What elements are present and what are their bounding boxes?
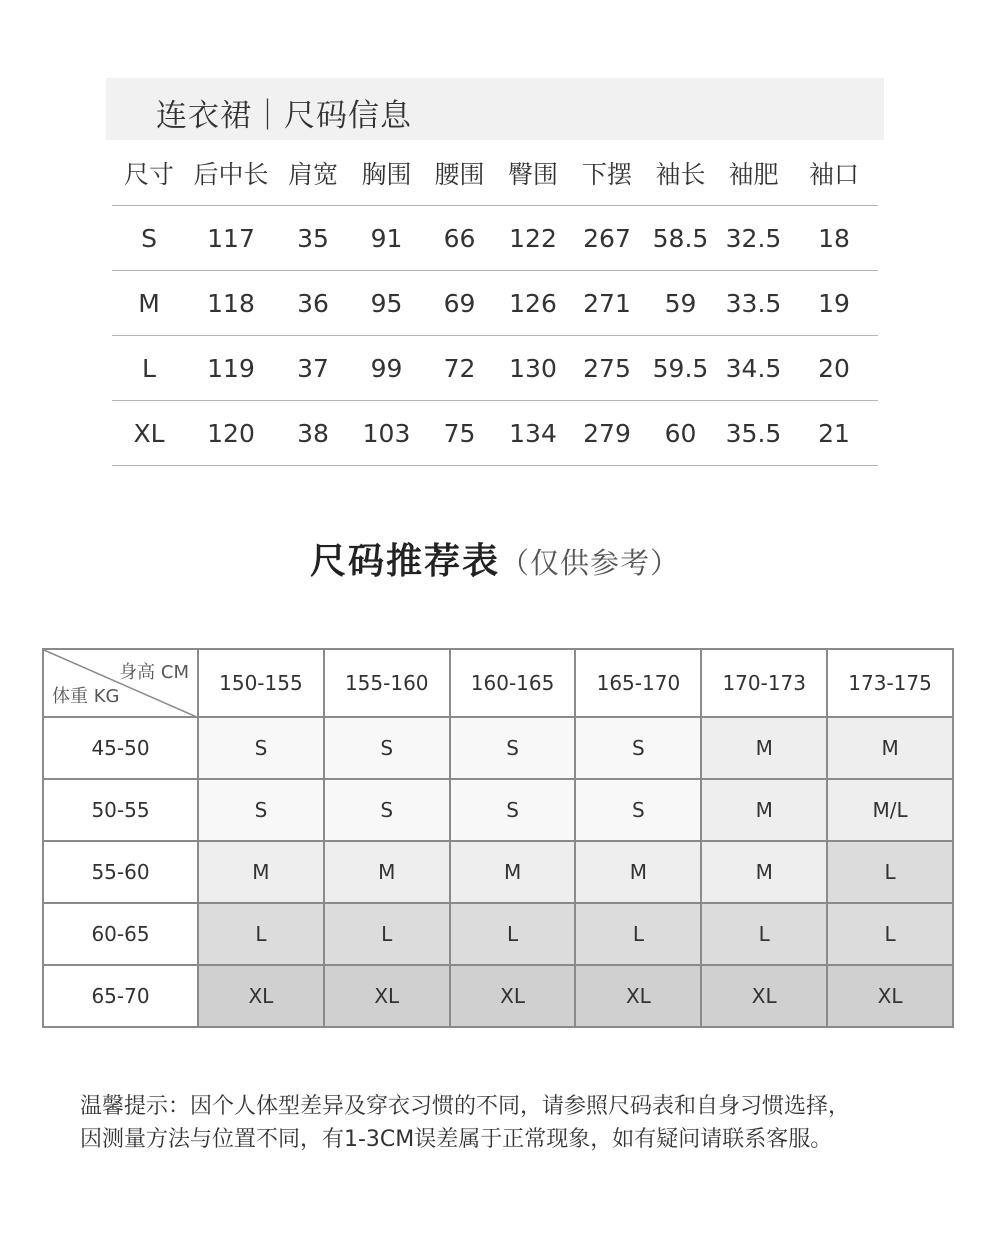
recommended-size-cell: M — [324, 841, 450, 903]
measure-row — [112, 401, 878, 466]
height-range-header: 150-155 — [198, 649, 324, 717]
measure-value-cell: 134 — [496, 401, 570, 466]
recommend-row — [43, 841, 953, 903]
recommended-size-cell: L — [198, 903, 324, 965]
measure-header-cell: 尺寸 — [112, 140, 186, 206]
measure-row — [112, 271, 878, 336]
measure-value-cell: 267 — [570, 206, 644, 271]
measure-size-cell: S — [112, 206, 186, 271]
measure-value-cell: 60 — [644, 401, 717, 466]
size-chart-title: 连衣裙｜尺码信息 — [156, 98, 412, 134]
tip-line-1: 温馨提示：因个人体型差异及穿衣习惯的不同，请参照尺码表和自身习惯选择， — [80, 1094, 851, 1119]
measure-header-cell: 袖长 — [644, 140, 717, 206]
recommended-size-cell: L — [450, 903, 576, 965]
measure-header-cell: 袖口 — [790, 140, 878, 206]
recommended-size-cell: M — [701, 841, 827, 903]
recommended-size-cell: L — [701, 903, 827, 965]
recommended-size-cell: L — [324, 903, 450, 965]
recommend-header-row — [43, 649, 953, 717]
measure-size-cell: M — [112, 271, 186, 336]
measure-value-cell: 91 — [350, 206, 423, 271]
recommended-size-cell: M/L — [827, 779, 953, 841]
measure-value-cell: 271 — [570, 271, 644, 336]
size-measurement-table — [112, 140, 878, 466]
measure-value-cell: 72 — [423, 336, 496, 401]
recommend-row — [43, 903, 953, 965]
recommended-size-cell: M — [575, 841, 701, 903]
recommended-size-cell: M — [701, 717, 827, 779]
size-chart-title-bar — [106, 78, 884, 140]
measure-row — [112, 336, 878, 401]
measure-value-cell: 19 — [790, 271, 878, 336]
height-range-header: 173-175 — [827, 649, 953, 717]
recommend-title-block — [0, 533, 990, 584]
recommended-size-cell: L — [827, 841, 953, 903]
measure-value-cell: 59 — [644, 271, 717, 336]
tip-text — [80, 1090, 850, 1156]
recommended-size-cell: XL — [450, 965, 576, 1027]
measure-value-cell: 126 — [496, 271, 570, 336]
measure-size-cell: L — [112, 336, 186, 401]
recommended-size-cell: M — [701, 779, 827, 841]
measure-value-cell: 20 — [790, 336, 878, 401]
measure-value-cell: 122 — [496, 206, 570, 271]
weight-range-cell: 55-60 — [43, 841, 198, 903]
measure-value-cell: 120 — [186, 401, 276, 466]
measure-value-cell: 99 — [350, 336, 423, 401]
measure-value-cell: 117 — [186, 206, 276, 271]
recommended-size-cell: XL — [324, 965, 450, 1027]
measure-value-cell: 279 — [570, 401, 644, 466]
recommended-size-cell: S — [450, 717, 576, 779]
recommended-size-cell: S — [450, 779, 576, 841]
measure-header-cell: 腰围 — [423, 140, 496, 206]
measure-value-cell: 18 — [790, 206, 878, 271]
recommended-size-cell: M — [198, 841, 324, 903]
measure-header-cell: 袖肥 — [717, 140, 790, 206]
measure-header-cell: 胸围 — [350, 140, 423, 206]
measure-value-cell: 59.5 — [644, 336, 717, 401]
recommended-size-cell: S — [575, 717, 701, 779]
recommended-size-cell: M — [827, 717, 953, 779]
corner-height-label: 身高 CM — [119, 662, 189, 683]
measure-value-cell: 103 — [350, 401, 423, 466]
recommended-size-cell: L — [575, 903, 701, 965]
measure-value-cell: 35 — [276, 206, 350, 271]
measure-value-cell: 75 — [423, 401, 496, 466]
measure-size-cell: XL — [112, 401, 186, 466]
measure-value-cell: 35.5 — [717, 401, 790, 466]
recommended-size-cell: S — [324, 779, 450, 841]
measure-header-cell: 后中长 — [186, 140, 276, 206]
height-range-header: 165-170 — [575, 649, 701, 717]
measure-header-cell: 臀围 — [496, 140, 570, 206]
recommended-size-cell: S — [198, 717, 324, 779]
recommended-size-cell: XL — [827, 965, 953, 1027]
measure-header-row — [112, 140, 878, 206]
height-range-header: 170-173 — [701, 649, 827, 717]
measure-value-cell: 69 — [423, 271, 496, 336]
corner-weight-label: 体重 KG — [52, 686, 120, 707]
measure-row — [112, 206, 878, 271]
recommend-title: 尺码推荐表 — [309, 541, 500, 582]
measure-value-cell: 95 — [350, 271, 423, 336]
recommended-size-cell: L — [827, 903, 953, 965]
recommended-size-cell: S — [324, 717, 450, 779]
weight-range-cell: 60-65 — [43, 903, 198, 965]
measure-header-cell: 肩宽 — [276, 140, 350, 206]
recommend-row — [43, 717, 953, 779]
measure-value-cell: 33.5 — [717, 271, 790, 336]
tip-line-2: 因测量方法与位置不同，有1-3CM误差属于正常现象，如有疑问请联系客服。 — [80, 1127, 833, 1152]
measure-value-cell: 37 — [276, 336, 350, 401]
height-range-header: 160-165 — [450, 649, 576, 717]
recommend-row — [43, 779, 953, 841]
measure-value-cell: 66 — [423, 206, 496, 271]
measure-value-cell: 275 — [570, 336, 644, 401]
recommended-size-cell: S — [575, 779, 701, 841]
measure-value-cell: 130 — [496, 336, 570, 401]
weight-range-cell: 45-50 — [43, 717, 198, 779]
measure-header-cell: 下摆 — [570, 140, 644, 206]
recommended-size-cell: XL — [701, 965, 827, 1027]
measure-value-cell: 36 — [276, 271, 350, 336]
corner-cell — [43, 649, 198, 717]
weight-range-cell: 50-55 — [43, 779, 198, 841]
weight-range-cell: 65-70 — [43, 965, 198, 1027]
measure-value-cell: 38 — [276, 401, 350, 466]
recommended-size-cell: S — [198, 779, 324, 841]
measure-value-cell: 58.5 — [644, 206, 717, 271]
measure-value-cell: 119 — [186, 336, 276, 401]
recommended-size-cell: XL — [575, 965, 701, 1027]
measure-value-cell: 32.5 — [717, 206, 790, 271]
measure-value-cell: 21 — [790, 401, 878, 466]
recommend-note: （仅供参考） — [500, 546, 681, 580]
recommended-size-cell: XL — [198, 965, 324, 1027]
size-recommend-table — [42, 648, 954, 1028]
recommended-size-cell: M — [450, 841, 576, 903]
measure-value-cell: 34.5 — [717, 336, 790, 401]
recommend-row — [43, 965, 953, 1027]
measure-value-cell: 118 — [186, 271, 276, 336]
height-range-header: 155-160 — [324, 649, 450, 717]
